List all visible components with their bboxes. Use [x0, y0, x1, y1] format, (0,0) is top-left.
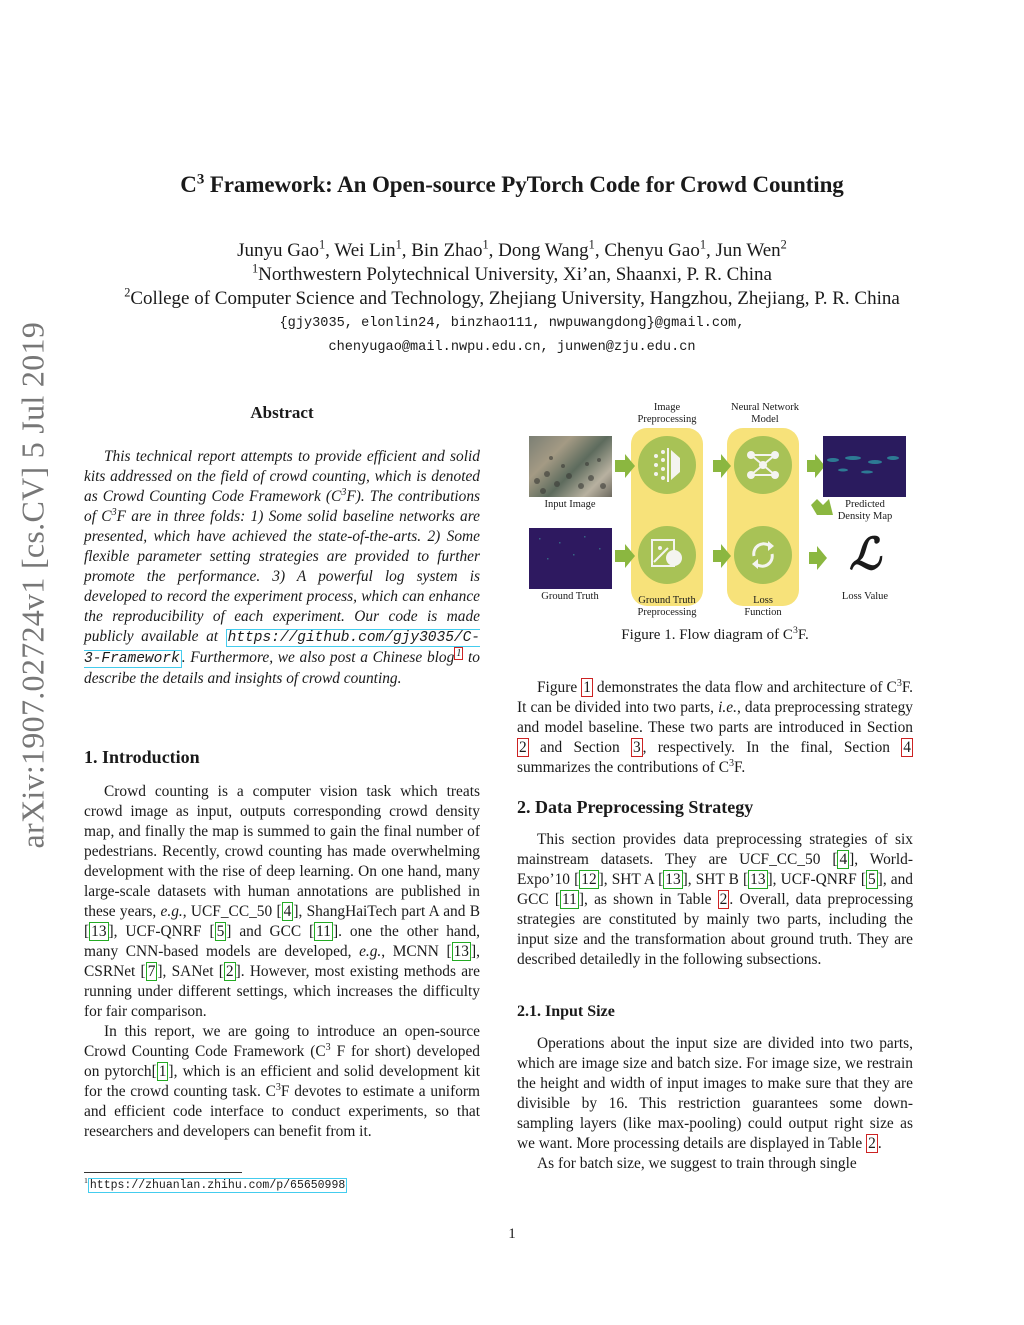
loss-function-node	[734, 526, 792, 584]
section-ref[interactable]: 2	[519, 739, 527, 756]
flow-diagram	[527, 400, 917, 625]
citation[interactable]: 13	[91, 923, 107, 940]
section21-body: Operations about the input size are divided into two parts, which are image size and batch size. For image size, we restrain the height and width of input images to make sure that they are divisible by 16. This restriction guarantees some down-sampling layers (like max-pooling) could output right size as we want. More processing details are displayed in Table 2 . As for batch size, we suggest to train through single	[517, 1035, 913, 1172]
predicted-density-thumbnail	[823, 436, 906, 497]
image-preprocessing-node	[638, 436, 696, 494]
citation[interactable]: 11	[316, 923, 331, 940]
gt-preprocessing-icon	[638, 526, 696, 584]
input-image-label: Input Image	[544, 499, 596, 510]
figure-description: Figure 1 demonstrates the data flow and architecture of $C^3F$. It can be divided into two parts, i.e., data preprocessing strategy and model baseline. These two parts are introduced in Section 2 and Section 3 , respectively. In the final, Section 4 summarizes the contributions of $C^3F$.	[517, 677, 913, 776]
blog-link[interactable]: https://zhuanlan.zhihu.com/p/65650998	[89, 1179, 346, 1192]
author-list: Junyu Gao$^1$, Wei Lin$^1$, Bin Zhao$^1$, Dong Wang$^1$, Chenyu Gao$^1$, Jun Wen$^2$	[237, 237, 787, 261]
table-ref[interactable]: 2	[719, 891, 728, 908]
footnote: $^1$ https://zhuanlan.zhihu.com/p/65650998	[84, 1176, 346, 1192]
citation[interactable]: 11	[562, 891, 577, 908]
loss-value-label: Loss Value	[841, 591, 889, 602]
citation[interactable]: 5	[867, 871, 876, 888]
citation[interactable]: 4	[839, 851, 848, 868]
email-line-2: chenyugao@mail.nwpu.edu.cn, junwen@zju.edu.cn	[328, 340, 696, 355]
image-preprocessing-label: Image Preprocessing	[637, 402, 697, 425]
section-ref[interactable]: 4	[903, 739, 911, 756]
table-ref[interactable]: 2	[868, 1135, 876, 1152]
footnote-rule	[84, 1172, 242, 1173]
network-icon	[734, 436, 792, 494]
loss-icon	[734, 526, 792, 584]
github-link[interactable]: https://github.com/gjy3035/C-3-Framework	[84, 630, 480, 667]
neural-network-node	[734, 436, 792, 494]
citation[interactable]: 13	[665, 871, 681, 888]
abstract-body: This technical report attempts to provide efficient and solid kits addressed on the field of crowd counting, which is denoted as Crowd Counting Code Framework $(C^3F)$. The contributions of $C^3F$ are in three folds: 1) Some solid baseline networks are presented, which have achieved the state-of-the-arts. 2) Some flexible parameter setting strategies are provided to further promote the performance. 3) A powerful log system is developed to record the experiment process, which can enhance the reproducibility of each experiment. Our code is made publicly available at https://github.com/gjy3035/C-3-Framework . Furthermore, we also post a Chinese blog $^1$ to describe the details and insights of crowd counting.	[84, 448, 480, 687]
page-number: 1	[508, 1226, 516, 1242]
predicted-density-label: Predicted Density Map	[837, 499, 893, 522]
citation[interactable]: 5	[216, 923, 225, 940]
section-ref[interactable]: 3	[632, 739, 641, 756]
figure-caption: Figure 1. Flow diagram of $C^3F$.	[621, 625, 809, 643]
citation[interactable]: 2	[225, 963, 234, 980]
citation[interactable]: 1	[158, 1063, 167, 1080]
gt-preprocessing-node	[638, 526, 696, 584]
section2-heading: 2. Data Preprocessing Strategy	[517, 797, 754, 817]
citation[interactable]: 12	[581, 871, 597, 888]
citation[interactable]: 4	[283, 903, 292, 920]
gt-preprocessing-label: Ground Truth Preprocessing	[637, 595, 697, 618]
citation[interactable]: 13	[453, 943, 469, 960]
email-line-1: {gjy3035, elonlin24, binzhao111, nwpuwangdong}@gmail.com,	[279, 316, 745, 331]
section2-body: This section provides data preprocessing strategies of six mainstream datasets. They are UCF_CC_50 [ 4 ], World-Expo’10 [ 12 ], SHT A [ 13 ], SHT B [ 13 ], UCF-QNRF [ 5 ], and GCC [ 11 ], as shown in Table 2 . Overall, data preprocessing strategies are constituted by mainly two parts, including the input size and the transformation about ground truth. They are described detailedly in the following subsections.	[517, 831, 914, 968]
paper-title: $C^3$ Framework: An Open-source PyTorch Code for Crowd Counting	[180, 171, 844, 197]
figure-ref[interactable]: 1	[583, 679, 591, 696]
affiliation-1: $^1$Northwestern Polytechnical University, Xi’an, Shaanxi, P. R. China	[252, 261, 772, 285]
arxiv-stamp: arXiv:1907.02724v1 [cs.CV] 5 Jul 2019	[14, 321, 51, 849]
preprocessing-icon	[638, 436, 696, 494]
intro-body: Crowd counting is a computer vision task which treats crowd image as input, outputs corresponding crowd density map, and finally the map is summed to gain the final number of pedestrians. Recently, crowd counting has made overwhelming development with the rise of deep learning. On one hand, many large-scale datasets with human annotations are published in these years, e.g., UCF_CC_50 [ 4 ], ShangHaiTech part A and B [ 13 ], UCF-QNRF [ 5 ] and GCC [ 11 ]. one the other hand, many CNN-based models are developed, e.g., MCNN [ 13 ], CSRNet [ 7 ], SANet [ 2 ]. However, most existing methods are running under different settings, which increases the difficulty for fair comparison. In this report, we are going to introduce an open-source Crowd Counting Code Framework ($C^3$ F for short) developed on pytorch[ 1 ], which is an efficient and solid development kit for the crowd counting task. $C^3F$ devotes to estimate a uniform and efficient code interface to conduct experiments, so that researchers and developers can benefit from it.	[84, 783, 481, 1140]
citation[interactable]: 7	[147, 963, 156, 980]
ground-truth-label: Ground Truth	[541, 591, 599, 602]
citation[interactable]: 13	[750, 871, 766, 888]
loss-function-label: Loss Function	[744, 595, 782, 618]
nn-model-label: Neural Network Model	[731, 402, 799, 425]
affiliation-2: $^2$College of Computer Science and Technology, Zhejiang University, Hangzhou, Zhejiang, P. R. China	[124, 285, 900, 309]
footnote-ref[interactable]: 1	[456, 647, 462, 659]
intro-heading: 1. Introduction	[84, 747, 200, 767]
abstract-heading: Abstract	[250, 403, 314, 422]
section21-heading: 2.1. Input Size	[517, 1003, 615, 1020]
loss-symbol: ℒ	[849, 530, 881, 579]
